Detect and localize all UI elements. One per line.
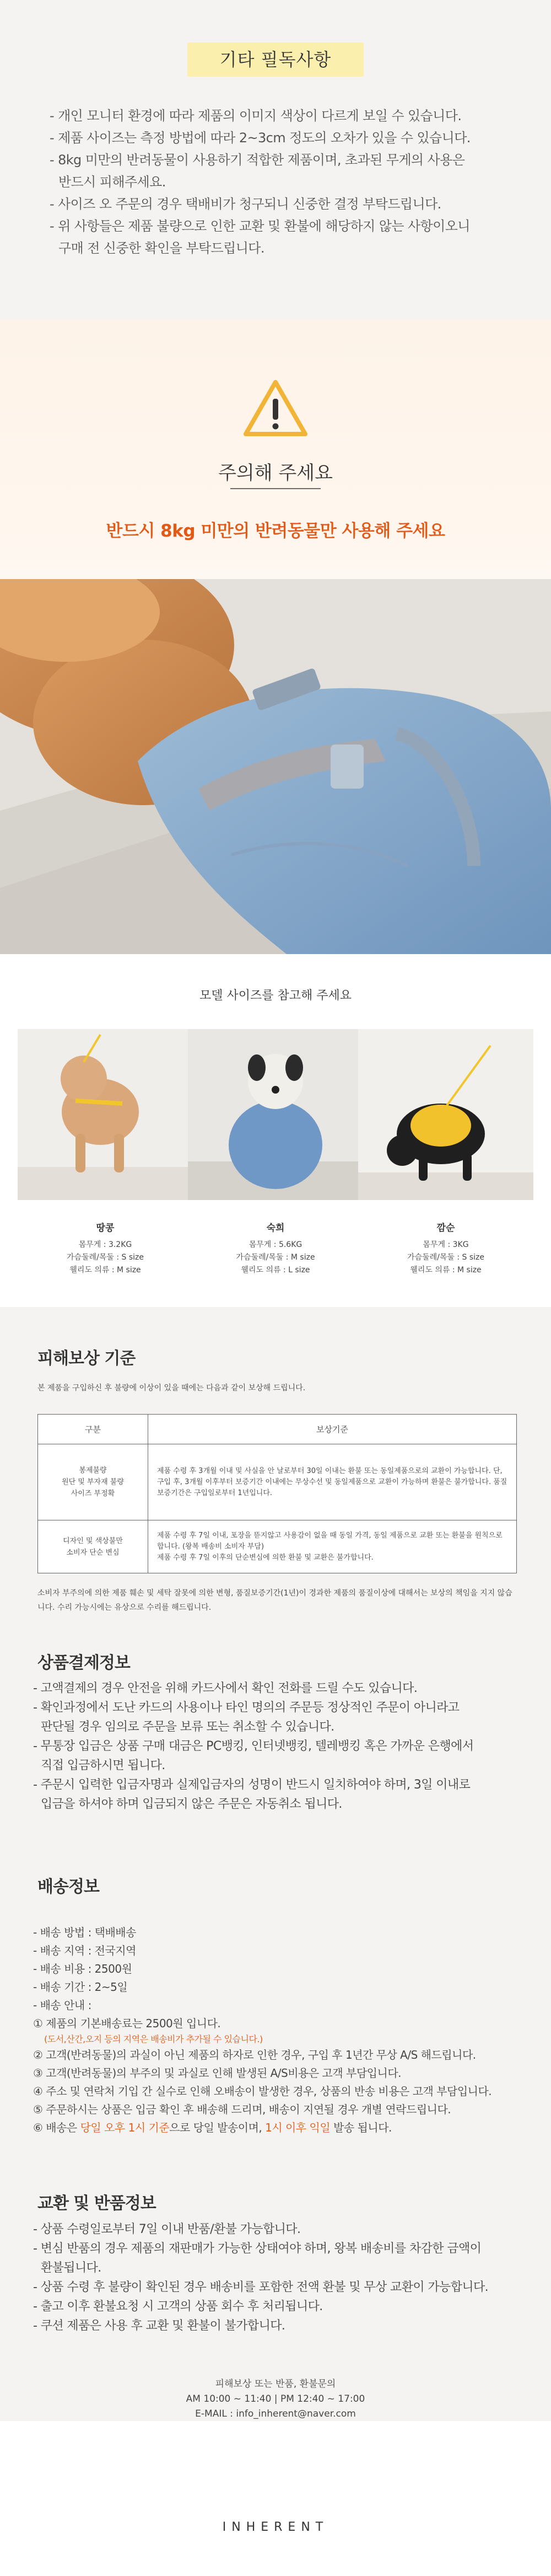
shipping-title: 배송정보 — [37, 1877, 99, 1897]
list-item: - 출고 이후 환불요청 시 고객의 상품 회수 후 처리됩니다. — [33, 2300, 323, 2313]
list-item: ① 제품의 기본배송료는 2500원 입니다. — [33, 2017, 221, 2030]
model-name-2: 숙희 — [266, 1223, 285, 1234]
list-item: - 확인과정에서 도난 카드의 사용이나 타인 명의의 주문등 정상적인 주문이 아니라고 — [33, 1701, 460, 1715]
list-item: - 상품 수령 후 불량이 확인된 경우 배송비를 포함한 전액 환불 및 무상 교환이 가능합니다. — [33, 2280, 489, 2294]
product-photo — [0, 579, 551, 954]
notice-item: - 위 사항들은 제품 불량으로 인한 교환 및 환불에 해당하지 않는 사항이오니 — [50, 218, 470, 234]
dog-photo-1 — [18, 1029, 193, 1200]
compensation-title: 피해보상 기준 — [37, 1349, 136, 1368]
list-item: ④ 주소 및 연락처 기입 간 실수로 인해 오배송이 발생한 경우, 상품의 반송 비용은 고객 부담입니다. — [33, 2085, 492, 2098]
table-cell: 봉제불량 원단 및 부자재 불량 사이즈 부정확 — [38, 1444, 148, 1520]
shipping-list — [33, 1924, 529, 2137]
notice-item: - 제품 사이즈는 측정 방법에 따라 2~3cm 정도의 오차가 있을 수 있습니다. — [50, 130, 471, 146]
dog-photo-2 — [188, 1029, 363, 1200]
divider — [230, 488, 321, 489]
list-item: - 배송 방법 : 택배배송 — [33, 1926, 136, 1939]
contact-email: E-MAIL : info_inherent@naver.com — [195, 2408, 356, 2419]
list-item: - 변심 반품의 경우 제품의 재판매가 가능한 상태여야 하며, 왕복 배송비를 차감한 금액이 — [33, 2242, 482, 2256]
list-item: ⑥ 배송은 당일 오후 1시 기준으로 당일 발송이며, 1시 이후 익일 발송 됩니다. — [33, 2121, 392, 2134]
notice-item: 반드시 피해주세요. — [58, 174, 166, 190]
list-item: 환불됩니다. — [41, 2261, 101, 2275]
list-item: - 상품 수령일로부터 7일 이내 반품/환불 가능합니다. — [33, 2222, 301, 2236]
list-item: - 배송 지역 : 전국지역 — [33, 1944, 136, 1957]
notice-item: - 개인 모니터 환경에 따라 제품의 이미지 색상이 다르게 보일 수 있습니다. — [50, 108, 462, 124]
list-item: - 배송 비용 : 2500원 — [33, 1962, 132, 1975]
list-item: - 무통장 입금은 상품 구매 대금은 PC뱅킹, 인터넷뱅킹, 텔레뱅킹 혹은 가까운 은행에서 — [33, 1739, 474, 1753]
table-cell: 제품 수령 후 7일 이내, 포장을 뜯지않고 사용감이 없을 때 동일 가격, 동일 제품으로 교환 또는 환불을 원칙으로 합니다. (왕복 배송비 소비자 부담) 제품 수령 후 7일 이후의 단순변심에 의한 환불 및 교환은 불가합니다. — [148, 1520, 517, 1573]
compensation-table — [37, 1414, 517, 1573]
list-item: - 배송 기간 : 2~5일 — [33, 1980, 128, 1994]
model-info-1: 몸무게 : 3.2KG 가슴둘레/목둘 : S size 웰리도 의류 : M size — [67, 1240, 144, 1274]
table-cell: 디자인 및 색상불만 소비자 단순 변심 — [38, 1520, 148, 1573]
notice-title: 기타 필독사항 — [187, 42, 364, 77]
notice-item: - 사이즈 오 주문의 경우 택배비가 청구되니 신중한 결정 부탁드립니다. — [50, 196, 441, 212]
list-item: ② 고객(반려동물)의 과실이 아닌 제품의 하자로 인한 경우, 구입 후 1년간 무상 A/S 해드립니다. — [33, 2048, 476, 2061]
model-heading: 모델 사이즈를 참고해 주세요 — [199, 989, 352, 1003]
model-info-3: 몸무게 : 3KG 가슴둘레/목둘 : S size 웰리도 의류 : M size — [407, 1240, 484, 1274]
table-header: 보상기준 — [148, 1415, 517, 1444]
list-item: 직접 입금하시면 됩니다. — [41, 1759, 165, 1772]
payment-list — [33, 1679, 529, 1814]
model-photo-2 — [188, 1029, 363, 1200]
compensation-footnote: 소비자 부주의에 의한 제품 훼손 및 세탁 잘못에 의한 변형, 품질보증기간(1년)이 경과한 제품의 품질이상에 대해서는 보상의 책임을 지지 않습니다. 수리 가능시에는 유상으로 수리를 해드립니다. — [37, 1589, 512, 1612]
model-photo-3 — [358, 1029, 533, 1200]
list-item: 판단될 경우 임의로 주문을 보류 또는 취소할 수 있습니다. — [41, 1720, 334, 1734]
contact-info — [0, 2377, 551, 2422]
compensation-desc: 본 제품을 구입하신 후 불량에 이상이 있을 때에는 다음과 같이 보상해 드립니다. — [37, 1384, 306, 1393]
returns-title: 교환 및 반품정보 — [37, 2194, 156, 2213]
list-item-note: (도서,산간,오지 등의 지역은 배송비가 추가될 수 있습니다.) — [44, 2034, 263, 2044]
list-item: - 주문시 입력한 입금자명과 실제입금자의 성명이 반드시 일치하여야 하며, 3일 이내로 — [33, 1778, 471, 1792]
caution-section — [0, 320, 551, 579]
notice-section — [0, 0, 551, 320]
caution-subtitle: 반드시 8kg 미만의 반려동물만 사용해 주세요 — [106, 521, 445, 541]
model-name-3: 깜순 — [436, 1223, 455, 1234]
table-row — [38, 1444, 517, 1520]
table-cell: 제품 수령 후 3개월 이내 및 사실을 안 날로부터 30일 이내는 환불 또는 동일제품으로의 교환이 가능합니다. 단, 구입 후, 3개월 이후부터 보증기간 이내에는 무상수선 및 동일제품으로 교환이 가능하며 환불은 불가합니다. 품질 보증기간은 구입일로부터 1년입니다. — [148, 1444, 517, 1520]
table-row — [38, 1520, 517, 1573]
list-item: ③ 고객(반려동물)의 부주의 및 과실로 인해 발생된 A/S비용은 고객 부담입니다. — [33, 2066, 402, 2080]
contact-hours: AM 10:00 ~ 11:40 | PM 12:40 ~ 17:00 — [186, 2393, 365, 2404]
warning-triangle-icon — [241, 378, 310, 438]
notice-item: - 8kg 미만의 반려동물이 사용하기 적합한 제품이며, 초과된 무게의 사용은 — [50, 152, 465, 168]
model-photo-1 — [18, 1029, 193, 1200]
payment-title: 상품결제정보 — [37, 1653, 130, 1673]
caution-title: 주의해 주세요 — [218, 462, 333, 484]
notice-item: 구매 전 신중한 확인을 부탁드립니다. — [58, 240, 264, 256]
list-item: ⑤ 주문하시는 상품은 입금 확인 후 배송해 드리며, 배송이 지연될 경우 개별 연락드립니다. — [33, 2103, 451, 2116]
list-item: - 고액결제의 경우 안전을 위해 카드사에서 확인 전화를 드릴 수도 있습니다. — [33, 1681, 418, 1695]
dog-photo-3 — [358, 1029, 533, 1200]
table-header-row — [38, 1415, 517, 1444]
list-item: - 쿠션 제품은 사용 후 교환 및 환불이 불가합니다. — [33, 2319, 285, 2333]
model-info-2: 몸무게 : 5.6KG 가슴둘레/목둘 : M size 웰리도 의류 : L size — [236, 1240, 315, 1274]
list-item: 입금을 하셔야 하며 입금되지 않은 주문은 자동취소 됩니다. — [41, 1797, 342, 1811]
model-name-1: 땅콩 — [96, 1223, 115, 1234]
contact-line: 피해보상 또는 반품, 환불문의 — [215, 2379, 336, 2390]
brand-logo: INHERENT — [222, 2520, 329, 2534]
notice-list — [50, 105, 523, 259]
returns-list — [33, 2220, 529, 2336]
table-header: 구분 — [38, 1415, 148, 1444]
list-item: - 배송 안내 : — [33, 1999, 91, 2012]
dog-harness-photo — [0, 579, 551, 954]
